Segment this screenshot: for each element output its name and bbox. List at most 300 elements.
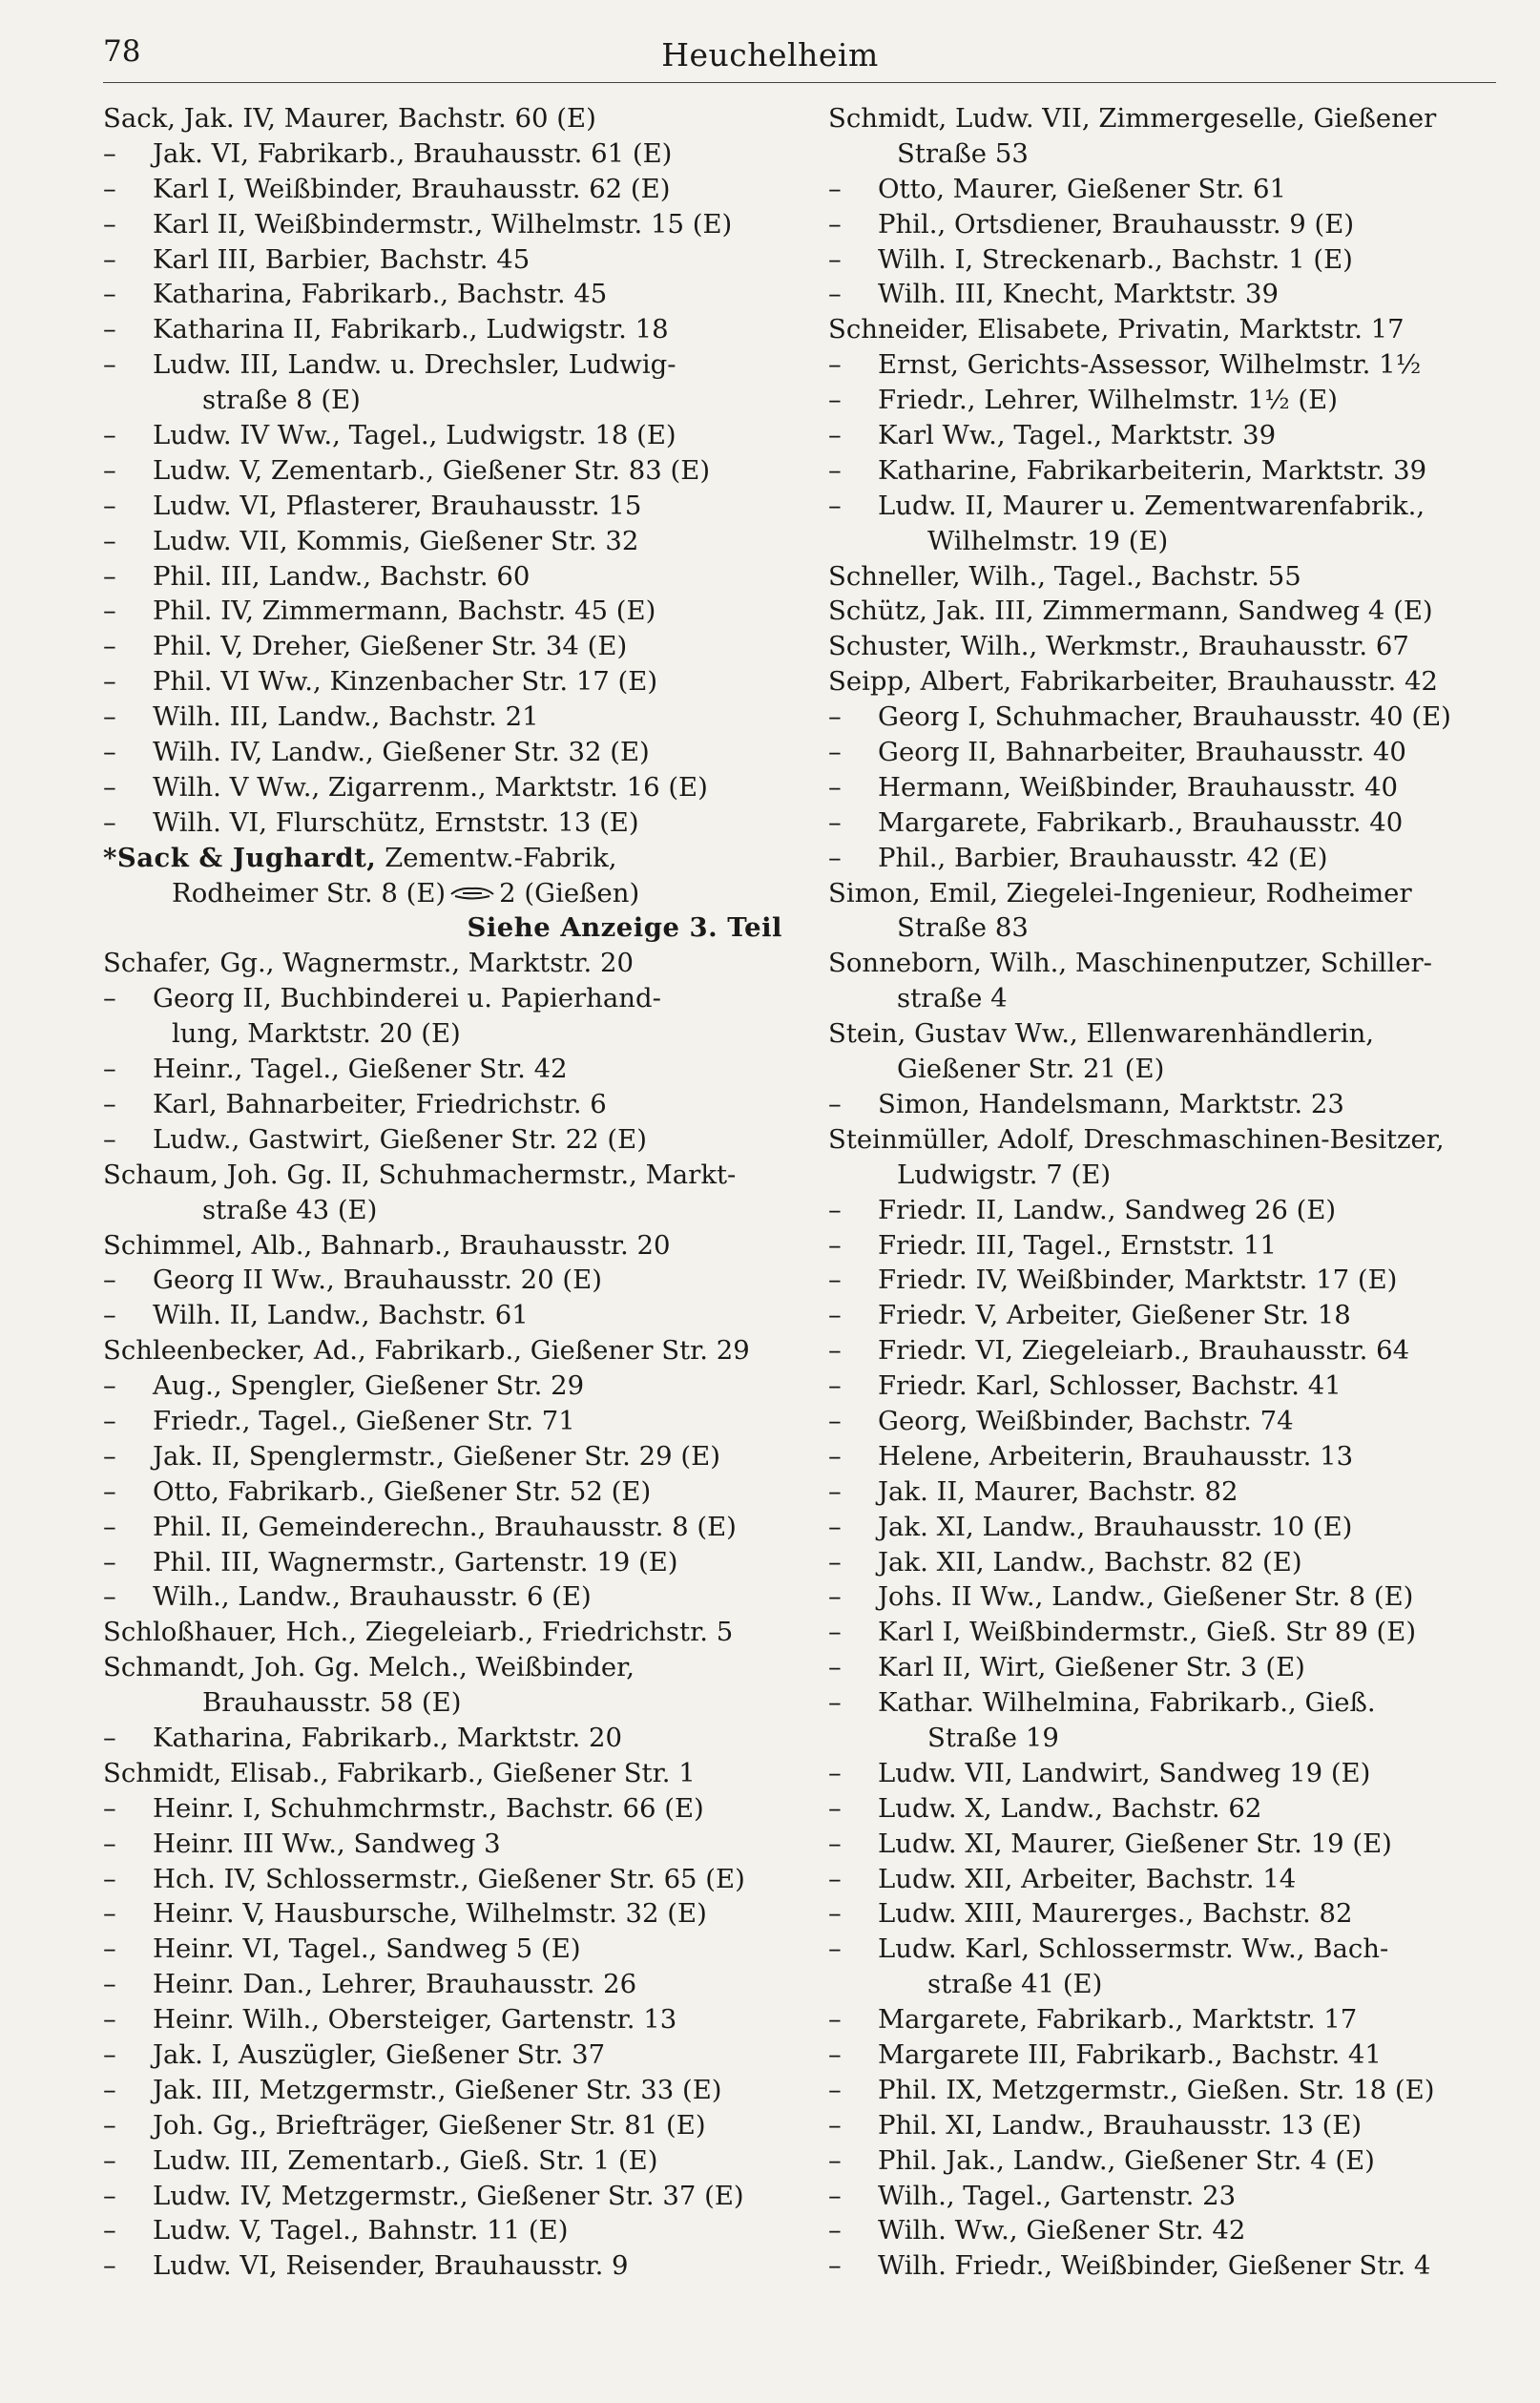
directory-entry-line [828,1052,1502,1087]
entry-text: Phil. VI Ww., Kinzenbacher Str. 17 (E) [153,666,658,698]
entry-text: Karl, Bahnarbeiter, Friedrichstr. 6 [153,1088,607,1119]
repeat-dash: – [828,1511,842,1542]
entry-text: Friedr. IV, Weißbinder, Marktstr. 17 (E) [878,1264,1398,1296]
repeat-dash: – [828,1828,842,1859]
repeat-dash: – [103,806,116,838]
repeat-dash: – [103,701,116,733]
entry-text: straße 43 (E) [202,1194,378,1225]
entry-text: Johs. II Ww., Landw., Gießener Str. 8 (E) [878,1581,1414,1613]
repeat-dash: – [103,596,116,627]
repeat-dash: – [103,631,116,662]
repeat-dash: – [103,1511,116,1542]
repeat-dash: – [828,2144,842,2176]
entry-text: Ludw. III, Zementarb., Gieß. Str. 1 (E) [153,2144,658,2176]
entry-text: Heinr. VI, Tagel., Sandweg 5 (E) [153,1933,581,1965]
directory-entry-line [828,700,1502,735]
directory-entry-line [828,418,1502,453]
right-column [828,101,1502,2284]
directory-entry-line [828,559,1502,595]
entry-text: Jak. II, Maurer, Bachstr. 82 [878,1475,1238,1507]
repeat-dash: – [103,1898,116,1930]
phone-number: 2 (Gießen) [499,877,640,909]
entry-text: Ludw. XIII, Maurerges., Bachstr. 82 [878,1898,1353,1930]
directory-entry-line [103,1615,782,1650]
repeat-dash: – [103,737,116,768]
entry-text: Wilh. Friedr., Weißbinder, Gießener Str. 4 [878,2250,1431,2282]
entry-text: Simon, Handelsmann, Marktstr. 23 [878,1088,1344,1119]
directory-entry-line [828,1016,1502,1052]
repeat-dash: – [103,1828,116,1859]
repeat-dash: – [828,279,842,310]
directory-entry-line [828,383,1502,418]
directory-entry-line [103,489,782,524]
directory-entry-line [103,418,782,453]
repeat-dash: – [103,2074,116,2105]
directory-entry-line [103,1263,782,1298]
directory-entry-line [828,207,1502,242]
entry-text: Phil. XI, Landw., Brauhausstr. 13 (E) [878,2109,1363,2141]
repeat-dash: – [828,420,842,451]
entry-text: Ludw. VI, Reisender, Brauhausstr. 9 [153,2250,629,2282]
repeat-dash: – [828,1475,842,1507]
directory-entry-line [103,629,782,664]
directory-entry-line [103,1228,782,1264]
entry-text: Ludw., Gastwirt, Gießener Str. 22 (E) [153,1123,647,1155]
entry-text: Joh. Gg., Briefträger, Gießener Str. 81 (E) [153,2109,706,2141]
repeat-dash: – [828,1194,842,1225]
directory-entry-line [103,2002,782,2037]
repeat-dash: – [103,2215,116,2246]
directory-entry-line [828,1932,1502,1967]
entry-text: Wilh. Ww., Gießener Str. 42 [878,2215,1246,2246]
entry-text: Straße 53 [897,137,1029,169]
repeat-dash: – [828,1440,842,1472]
entry-text: Wilh., Landw., Brauhausstr. 6 (E) [153,1581,592,1613]
entry-text: Schleenbecker, Ad., Fabrikarb., Gießener Str. 29 [103,1335,750,1367]
repeat-dash: – [103,2004,116,2036]
directory-entry-line [828,242,1502,278]
repeat-dash: – [828,2250,842,2282]
page-title: Heuchelheim [661,36,879,73]
repeat-dash: – [103,420,116,451]
entry-text: Ludwigstr. 7 (E) [897,1159,1112,1190]
directory-entry-line [103,383,782,418]
directory-entry-line [103,1967,782,2002]
directory-entry-line [828,1510,1502,1545]
directory-entry-line [828,347,1502,383]
directory-entry-line [828,1579,1502,1615]
entry-text: Wilh. III, Knecht, Marktstr. 39 [878,279,1279,310]
repeat-dash: – [103,771,116,803]
repeat-dash: – [828,2180,842,2211]
repeat-dash: – [828,385,842,416]
repeat-dash: – [103,1440,116,1472]
directory-entry-line [103,1685,782,1721]
repeat-dash: – [828,1546,842,1578]
entry-text: Ludw. V, Tagel., Bahnstr. 11 (E) [153,2215,569,2246]
directory-entry-line [103,1369,782,1404]
repeat-dash: – [828,1792,842,1824]
entry-text: Heinr. Dan., Lehrer, Brauhausstr. 26 [153,1969,637,2000]
directory-entry-line [828,1545,1502,1580]
repeat-dash: – [828,1088,842,1119]
directory-entry-line [103,1545,782,1580]
entry-text: Rodheimer Str. 8 (E) [172,877,447,909]
directory-entry-line [103,594,782,629]
entry-text: Karl Ww., Tagel., Marktstr. 39 [878,420,1277,451]
directory-entry-line [828,629,1502,664]
directory-entry-line [828,1896,1502,1932]
left-column [103,101,782,2284]
repeat-dash: – [103,1863,116,1894]
directory-entry-line [828,2179,1502,2214]
header-divider [103,82,1496,83]
directory-entry-line [828,1333,1502,1369]
repeat-dash: – [103,279,116,310]
directory-entry-line [103,1896,782,1932]
directory-entry-line [828,312,1502,347]
repeat-dash: – [103,243,116,275]
repeat-dash: – [828,1300,842,1331]
entry-text: Phil., Barbier, Brauhausstr. 42 (E) [878,842,1328,873]
directory-entry-line [103,841,782,876]
directory-entry-line [828,2143,1502,2179]
entry-text: Schmidt, Elisab., Fabrikarb., Gießener Str. 1 [103,1757,696,1788]
entry-text: Georg, Weißbinder, Bachstr. 74 [878,1405,1294,1436]
entry-text: Wilh. III, Landw., Bachstr. 21 [153,701,539,733]
repeat-dash: – [103,2250,116,2282]
directory-entry-line [103,1193,782,1228]
entry-text: Karl I, Weißbinder, Brauhausstr. 62 (E) [153,173,671,204]
entry-text: Kathar. Wilhelmina, Fabrikarb., Gieß. [878,1687,1376,1719]
entry-text: Phil. IV, Zimmermann, Bachstr. 45 (E) [153,596,656,627]
entry-text: Wilh. V Ww., Zigarrenm., Marktstr. 16 (E) [153,771,708,803]
directory-entry-line [103,2108,782,2143]
entry-text: Brauhausstr. 58 (E) [202,1687,462,1719]
bold-entry-text: *Sack & Jughardt, [103,842,377,873]
repeat-dash: – [828,806,842,838]
directory-entry-line [103,559,782,595]
directory-entry-line [828,1298,1502,1333]
directory-entry-line [828,2248,1502,2284]
entry-text: Heinr. I, Schuhmchrmstr., Bachstr. 66 (E) [153,1792,704,1824]
repeat-dash: – [828,842,842,873]
directory-entry-line [103,101,782,136]
repeat-dash: – [828,1229,842,1261]
directory-entry-line [828,1474,1502,1510]
entry-text: Schaum, Joh. Gg. II, Schuhmachermstr., Markt- [103,1159,737,1190]
directory-entry-line [103,805,782,841]
repeat-dash: – [103,1475,116,1507]
entry-text: Ludw. IV, Metzgermstr., Gießener Str. 37 (E) [153,2180,744,2211]
entry-text: Schneider, Elisabete, Privatin, Marktstr. 17 [828,314,1405,345]
directory-entry-line [103,242,782,278]
entry-text: straße 4 [897,983,1008,1014]
entry-text: Seipp, Albert, Fabrikarbeiter, Brauhausstr. 42 [828,666,1438,698]
entry-text: Ludw. VI, Pflasterer, Brauhausstr. 15 [153,490,642,521]
directory-entry-line [828,805,1502,841]
directory-entry-line [103,1756,782,1791]
directory-entry-line [828,489,1502,524]
directory-entry-line [103,1333,782,1369]
entry-text: Straße 19 [927,1722,1059,1753]
entry-text: Friedr. III, Tagel., Ernststr. 11 [878,1229,1277,1261]
entry-text: Heinr. Wilh., Obersteiger, Gartenstr. 13 [153,2004,677,2036]
entry-text: Hch. IV, Schlossermstr., Gießener Str. 65 (E) [153,1863,745,1894]
directory-entry-line [103,1862,782,1897]
repeat-dash: – [103,666,116,698]
entry-text: Wilh. IV, Landw., Gießener Str. 32 (E) [153,737,650,768]
repeat-dash: – [828,2109,842,2141]
entry-text: Phil. IX, Metzgermstr., Gießen. Str. 18 (E) [878,2074,1435,2105]
repeat-dash: – [828,1405,842,1436]
repeat-dash: – [103,314,116,345]
entry-text: Friedr., Tagel., Gießener Str. 71 [153,1405,575,1436]
directory-entry-line [828,841,1502,876]
repeat-dash: – [103,2144,116,2176]
entry-text: Ludw. X, Landw., Bachstr. 62 [878,1792,1262,1824]
directory-entry-line [103,664,782,700]
directory-entry-line [828,910,1502,946]
repeat-dash: – [103,983,116,1014]
repeat-dash: – [828,1617,842,1648]
entry-text: Otto, Fabrikarb., Gießener Str. 52 (E) [153,1475,652,1507]
entry-text: Wilh. VI, Flurschütz, Ernststr. 13 (E) [153,806,639,838]
directory-entry-line [828,1087,1502,1122]
repeat-dash: – [103,173,116,204]
entry-text: Ludw. III, Landw. u. Drechsler, Ludwig- [153,349,676,381]
directory-entry-line [828,1404,1502,1439]
directory-entry-line [828,2073,1502,2108]
directory-entry-line [828,1650,1502,1685]
directory-entry-line [103,524,782,559]
directory-entry-line [828,1193,1502,1228]
directory-entry-line [103,946,782,981]
repeat-dash: – [103,1054,116,1085]
directory-entry-line [103,1298,782,1333]
repeat-dash: – [103,560,116,592]
repeat-dash: – [828,1757,842,1788]
repeat-dash: – [828,1335,842,1367]
repeat-dash: – [103,454,116,486]
directory-entry-line [103,1579,782,1615]
repeat-dash: – [828,1652,842,1683]
entry-text: Phil. V, Dreher, Gießener Str. 34 (E) [153,631,628,662]
entry-text: Sonneborn, Wilh., Maschinenputzer, Schiller- [828,948,1432,979]
directory-entry-line [828,1158,1502,1193]
entry-text: Straße 83 [897,912,1029,944]
repeat-dash: – [828,2074,842,2105]
entry-text: Ludw. XII, Arbeiter, Bachstr. 14 [878,1863,1297,1894]
directory-entry-line [103,312,782,347]
repeat-dash: – [828,490,842,521]
repeat-dash: – [103,1088,116,1119]
entry-text: Karl II, Weißbindermstr., Wilhelmstr. 15 (E) [153,208,733,240]
entry-text: Jak. II, Spenglermstr., Gießener Str. 29 (E) [153,1440,720,1472]
repeat-dash: – [103,1969,116,2000]
directory-entry-line [103,1087,782,1122]
repeat-dash: – [103,2109,116,2141]
directory-entry-line [828,1122,1502,1158]
directory-entry-line [103,2179,782,2214]
repeat-dash: – [828,1581,842,1613]
entry-text: Wilh. I, Streckenarb., Bachstr. 1 (E) [878,243,1353,275]
entry-text: Friedr. V, Arbeiter, Gießener Str. 18 [878,1300,1351,1331]
entry-text: Ludw. IV Ww., Tagel., Ludwigstr. 18 (E) [153,420,676,451]
entry-text: Schafer, Gg., Wagnermstr., Marktstr. 20 [103,948,634,979]
repeat-dash: – [828,173,842,204]
repeat-dash: – [828,454,842,486]
entry-text: Stein, Gustav Ww., Ellenwarenhändlerin, [828,1018,1375,1050]
bold-entry-text: Siehe Anzeige 3. Teil [467,912,782,944]
entry-text: Hermann, Weißbinder, Brauhausstr. 40 [878,771,1398,803]
entry-text: Karl II, Wirt, Gießener Str. 3 (E) [878,1652,1305,1683]
repeat-dash: – [828,771,842,803]
directory-entry-line [828,2108,1502,2143]
entry-text: Ludw. V, Zementarb., Gießener Str. 83 (E) [153,454,711,486]
entry-text: lung, Marktstr. 20 (E) [172,1018,461,1050]
entry-text: Friedr., Lehrer, Wilhelmstr. 1½ (E) [878,385,1338,416]
entry-text: Phil., Ortsdiener, Brauhausstr. 9 (E) [878,208,1355,240]
entry-text: Jak. I, Auszügler, Gießener Str. 37 [153,2038,606,2070]
entry-text: Gießener Str. 21 (E) [897,1054,1165,1085]
repeat-dash: – [103,137,116,169]
entry-text: Friedr. VI, Ziegeleiarb., Brauhausstr. 64 [878,1335,1410,1367]
repeat-dash: – [103,1405,116,1436]
entry-text: Georg II Ww., Brauhausstr. 20 (E) [153,1264,602,1296]
directory-entry-line [828,876,1502,911]
entry-text: Steinmüller, Adolf, Dreschmaschinen-Besitzer, [828,1123,1445,1155]
entry-text: Schneller, Wilh., Tagel., Bachstr. 55 [828,560,1301,592]
directory-entry-line [828,1685,1502,1721]
directory-entry-line [103,136,782,172]
entry-text: Georg II, Buchbinderei u. Papierhand- [153,983,661,1014]
entry-text: Katharina, Fabrikarb., Marktstr. 20 [153,1722,622,1753]
entry-text: Ludw. VII, Landwirt, Sandweg 19 (E) [878,1757,1371,1788]
directory-entry-line [828,1791,1502,1827]
repeat-dash: – [828,2215,842,2246]
directory-entry-line [103,1932,782,1967]
entry-text: Schuster, Wilh., Werkmstr., Brauhausstr. 67 [828,631,1409,662]
directory-entry-line [103,453,782,489]
entry-text: Ludw. II, Maurer u. Zementwarenfabrik., [878,490,1426,521]
directory-entry-line [103,1158,782,1193]
repeat-dash: – [103,349,116,381]
repeat-dash: – [103,1933,116,1965]
entry-text: Jak. XII, Landw., Bachstr. 82 (E) [878,1546,1302,1578]
directory-entry-line [103,1721,782,1756]
entry-text: Friedr. Karl, Schlosser, Bachstr. 41 [878,1370,1342,1402]
directory-entry-line [103,735,782,770]
entry-text: Phil. III, Wagnermstr., Gartenstr. 19 (E) [153,1546,678,1578]
directory-entry-line [103,2248,782,2284]
repeat-dash: – [103,2038,116,2070]
repeat-dash: – [828,1687,842,1719]
directory-entry-line [828,594,1502,629]
directory-entry-line [103,2037,782,2073]
directory-entry-line [103,207,782,242]
directory-entry-line [103,1650,782,1685]
repeat-dash: – [828,737,842,768]
entry-text: Karl I, Weißbindermstr., Gieß. Str 89 (E) [878,1617,1417,1648]
directory-entry-line [103,876,782,911]
repeat-dash: – [103,490,116,521]
entry-text: Schütz, Jak. III, Zimmermann, Sandweg 4 (E) [828,596,1433,627]
directory-entry-line [103,1827,782,1862]
directory-entry-line [103,1122,782,1158]
directory-entry-line [103,2073,782,2108]
directory-entry-line [103,1439,782,1474]
entry-text: Ludw. XI, Maurer, Gießener Str. 19 (E) [878,1828,1392,1859]
entry-text: Otto, Maurer, Gießener Str. 61 [878,173,1287,204]
entry-text: Karl III, Barbier, Bachstr. 45 [153,243,531,275]
directory-entry-line [103,1016,782,1052]
entry-text: Heinr. V, Hausbursche, Wilhelmstr. 32 (E) [153,1898,707,1930]
entry-text: Helene, Arbeiterin, Brauhausstr. 13 [878,1440,1354,1472]
entry-text: Jak. III, Metzgermstr., Gießener Str. 33 (E) [153,2074,722,2105]
directory-entry-line [103,1510,782,1545]
directory-entry-line [828,2037,1502,2073]
entry-text: Georg I, Schuhmacher, Brauhausstr. 40 (E) [878,701,1451,733]
repeat-dash: – [103,1300,116,1331]
entry-text: Margarete III, Fabrikarb., Bachstr. 41 [878,2038,1382,2070]
repeat-dash: – [828,243,842,275]
repeat-dash: – [828,2038,842,2070]
directory-entry-line [828,1827,1502,1862]
directory-entry-line [828,136,1502,172]
entry-text: Ernst, Gerichts-Assessor, Wilhelmstr. 1½ [878,349,1422,381]
entry-text: Phil. III, Landw., Bachstr. 60 [153,560,531,592]
directory-entry-line [103,1404,782,1439]
directory-entry-line [828,1369,1502,1404]
entry-text: Wilhelmstr. 19 (E) [927,525,1169,556]
directory-entry-line [828,1439,1502,1474]
entry-text: Margarete, Fabrikarb., Brauhausstr. 40 [878,806,1404,838]
repeat-dash: – [103,1792,116,1824]
directory-entry-line [828,735,1502,770]
repeat-dash: – [828,1264,842,1296]
telephone-icon [449,887,495,902]
entry-text: Katharina, Fabrikarb., Bachstr. 45 [153,279,608,310]
entry-text: Schloßhauer, Hch., Ziegeleiarb., Friedrichstr. 5 [103,1617,734,1648]
directory-entry-line [828,101,1502,136]
repeat-dash: – [103,525,116,556]
entry-text: Katharina II, Fabrikarb., Ludwigstr. 18 [153,314,669,345]
directory-entry-line [103,1474,782,1510]
directory-entry-line [828,1228,1502,1264]
entry-text: straße 8 (E) [202,385,361,416]
directory-entry-line [828,524,1502,559]
entry-text: Schmandt, Joh. Gg. Melch., Weißbinder, [103,1652,635,1683]
page-number: 78 [103,34,141,69]
directory-entry-line [828,946,1502,981]
entry-text: Margarete, Fabrikarb., Marktstr. 17 [878,2004,1358,2036]
repeat-dash: – [828,1863,842,1894]
directory-entry-line [103,700,782,735]
repeat-dash: – [103,1123,116,1155]
entry-text: Ludw. Karl, Schlossermstr. Ww., Bach- [878,1933,1389,1965]
directory-entry-line [828,453,1502,489]
directory-entry-line [103,347,782,383]
entry-text: Friedr. II, Landw., Sandweg 26 (E) [878,1194,1337,1225]
directory-entry-line [103,2213,782,2248]
entry-text: Phil. II, Gemeinderechn., Brauhausstr. 8 (E) [153,1511,737,1542]
directory-entry-line [103,770,782,805]
entry-text: Wilh., Tagel., Gartenstr. 23 [878,2180,1237,2211]
repeat-dash: – [103,1370,116,1402]
repeat-dash: – [103,1546,116,1578]
repeat-dash: – [103,208,116,240]
